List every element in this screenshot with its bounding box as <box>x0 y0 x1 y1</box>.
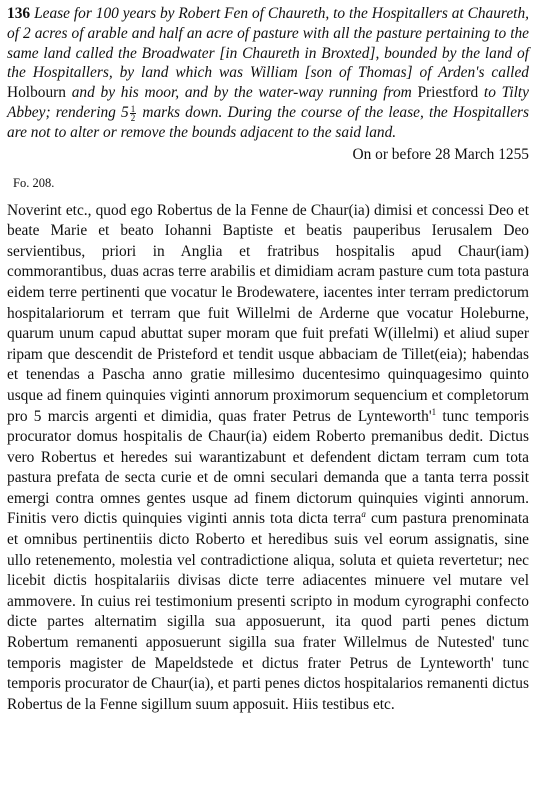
textual-note-marker-a: a <box>361 509 366 520</box>
entry-summary <box>7 4 529 143</box>
footnote-marker-1: 1 <box>431 406 437 417</box>
entry-number: 136 <box>7 5 31 22</box>
summary-text-part-4: marks down. During the course of the lease, the Hospitallers are not to alter or remove the bounds adjacent to the said land. <box>7 103 529 141</box>
rent-fraction-denominator: 2 <box>130 112 136 123</box>
summary-place-priestford: Priestford <box>411 84 484 102</box>
rent-whole: 5 <box>121 103 129 121</box>
summary-text-part-1: Lease for 100 years by Robert Fen of Chaureth, to the Hospitallers at Chaureth, of 2 acres of arable and half an acre of pasture with all the pasture pertaining to the same land called the Broadwater [in Chaureth in Broxted], bounded by the land of the Hospitallers, by land which was William [son of Thomas] of Arden's called <box>7 5 529 82</box>
latin-text <box>7 201 529 716</box>
summary-text-part-3: to Tilty Abbey; rendering <box>7 84 529 121</box>
summary-place-holbourn: Holbourn <box>7 84 66 102</box>
rent-fraction <box>130 105 137 122</box>
document-page <box>7 4 529 715</box>
latin-text-part-1: Noverint etc., quod ego Robertus de la Fenne de Chaur(ia) dimisi et concessi Deo et beate Marie et beato Iohanni Baptiste et beatis pauperibus Ierusalem Deo servientibus, priori in Anglia et fratribus hospitalis apud Chaur(iam) commorantibus, duas acras terre arabilis et dimidiam acram pasture cum tota pastura eidem terre pertinenti que vocatur le Brodewatere, iacentes inter terram predictorum hospitalariorum et terram que fuit Willelmi de Arderne que vocatur Holeburne, quarum unum capud abuttat super moram que fuit prefati W(illelmi) et aliud super ripam que descendit de Pristeford et tendit usque abbaciam de Tillet(eia); habendas et tenendas a Pascha anno gratie millesimo ducentesimo quinquagesimo quinto usque ad finem quinquies viginti annorum proximorum sequencium et completorum pro 5 marcis argenti et dimidia, quas frater Petrus de Lynteworth' <box>7 201 529 425</box>
summary-text-part-2: and by his moor, and by the water-way running <box>66 84 384 102</box>
latin-text-part-3: cum pastura prenominata et omnibus pertinentiis dicto Roberto et heredibus suis vel eorum assignatis, sine ullo retenemento, molestia vel contradictione aliqua, soluta et quieta revertetur; nec licebit dictis hospitalariis divisas dicte terre adiacentes minuere vel mutare vel ammovere. In cuius rei testimonium presenti scripto in modum cyrographi confecto dicte partes alternatim sigilla sua apposuerunt, ita quod parti penes dictum Robertum remanenti apposuerunt sigilla sua frater Willelmus de Nutested' tunc temporis magister de Mapeldstede et dictus frater Petrus de Lynteworth' tunc temporis procurator de Chaur(ia), et parti penes dictos hospitalarios remanenti dictus Robertus de la Fenne sigillum suum apposuit. Hiis testibus etc. <box>7 510 529 713</box>
folio-reference: Fo. 208. <box>13 175 55 190</box>
summary-from: from <box>383 84 412 102</box>
entry-date: On or before 28 March 1255 <box>352 145 529 163</box>
rent-fraction-numerator: 1 <box>130 103 136 114</box>
latin-text-part-2: tunc temporis procurator domus hospitalis de Chaur(ia) eidem Roberto premanibus dedit. Dictus vero Robertus et heredes sui warantizabunt et defendent dictam terram cum tota pastura prefata de secta curie et de omni seculari demanda que a tanta terra possit emergi contra omnes gentes usque ad finem dictorum quinquies viginti annorum. Finitis vero dictis quinquies viginti annis tota dicta terra <box>7 407 529 528</box>
